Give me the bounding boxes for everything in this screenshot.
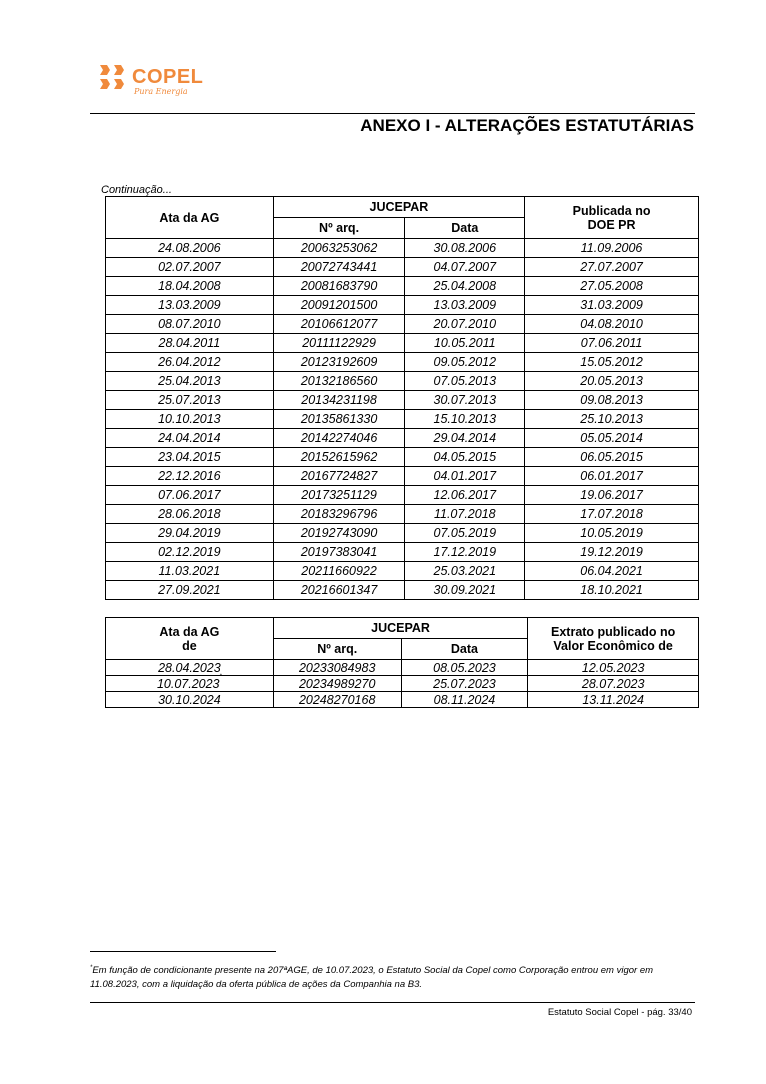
col-header-data: Data <box>401 639 528 660</box>
cell-publicacao-value: 28.07.2023 <box>581 676 645 691</box>
cell-ata-value: 02.12.2019 <box>158 545 221 559</box>
cell-data <box>405 486 525 505</box>
cell-arq <box>273 505 405 524</box>
cell-ata-value: 28.04.2011 <box>158 336 221 350</box>
table-row <box>106 505 699 524</box>
col-header-jucepar: JUCEPAR <box>273 197 524 218</box>
cell-arq-value: 20132186560 <box>300 374 378 388</box>
cell-arq-value: 20063253062 <box>300 241 378 255</box>
table-row <box>106 562 699 581</box>
table-row <box>106 315 699 334</box>
cell-ata <box>106 239 274 258</box>
cell-arq-value: 20072743441 <box>300 260 378 274</box>
col-header-arq: Nº arq. <box>273 218 405 239</box>
cell-arq <box>273 448 405 467</box>
cell-data-value: 25.07.2023 <box>433 676 496 691</box>
col-header-ata: Ata da AG <box>106 197 274 239</box>
table-row <box>106 391 699 410</box>
cell-ata <box>106 448 274 467</box>
cell-data <box>405 391 525 410</box>
cell-arq-value: 20134231198 <box>301 393 377 407</box>
cell-arq <box>273 239 405 258</box>
copel-logo <box>98 62 208 102</box>
cell-publicacao-value: 19.12.2019 <box>580 545 643 559</box>
cell-arq <box>273 277 405 296</box>
cell-ata <box>106 562 274 581</box>
table-row <box>106 692 699 708</box>
cell-arq <box>273 486 405 505</box>
table-row <box>106 486 699 505</box>
cell-arq-value: 20106612077 <box>300 317 378 331</box>
cell-publicacao-value: 31.03.2009 <box>580 298 643 312</box>
cell-data-value: 13.03.2009 <box>433 298 497 312</box>
cell-ata-value: 27.09.2021 <box>158 583 221 597</box>
cell-ata <box>106 543 274 562</box>
cell-data-value: 15.10.2013 <box>433 412 497 426</box>
cell-data-value: 04.07.2007 <box>433 260 497 274</box>
cell-publicacao <box>525 448 699 467</box>
cell-data-value: 17.12.2019 <box>433 545 497 559</box>
cell-arq <box>273 676 401 692</box>
table-row <box>106 429 699 448</box>
cell-ata-value: 24.08.2006 <box>158 241 221 255</box>
cell-publicacao <box>528 692 699 708</box>
cell-ata-value: 10.10.2013 <box>158 412 221 426</box>
cell-arq-value: 20192743090 <box>300 526 378 540</box>
col-header-ata: Ata da AG de <box>106 618 274 660</box>
cell-arq <box>273 315 405 334</box>
cell-data-value: 11.07.2018 <box>433 507 496 521</box>
col-header-jucepar: JUCEPAR <box>273 618 528 639</box>
cell-data <box>405 372 525 391</box>
cell-arq <box>273 660 401 676</box>
cell-data <box>405 239 525 258</box>
cell-data-value: 30.08.2006 <box>433 241 497 255</box>
cell-data <box>405 353 525 372</box>
footer-divider <box>90 1002 695 1003</box>
cell-publicacao <box>525 524 699 543</box>
cell-ata-value: 23.04.2015 <box>158 450 221 464</box>
cell-arq-value: 20233084983 <box>298 660 376 675</box>
cell-ata-value: 25.07.2013 <box>158 393 221 407</box>
cell-data-value: 20.07.2010 <box>433 317 497 331</box>
cell-ata <box>106 315 274 334</box>
cell-data-value: 25.04.2008 <box>433 279 497 293</box>
cell-arq <box>273 353 405 372</box>
cell-arq-value: 20248270168 <box>298 692 376 707</box>
table-row <box>106 676 699 692</box>
cell-arq <box>273 581 405 600</box>
cell-ata-value: 08.07.2010 <box>158 317 221 331</box>
cell-arq-value: 20216601347 <box>300 583 378 597</box>
cell-ata <box>106 692 274 708</box>
cell-ata-value: 28.06.2018 <box>158 507 221 521</box>
cell-ata <box>106 296 274 315</box>
amendments-table-doe <box>105 196 699 600</box>
cell-arq-value: 20142274046 <box>300 431 378 445</box>
cell-publicacao <box>525 562 699 581</box>
cell-data <box>405 562 525 581</box>
cell-data <box>405 467 525 486</box>
cell-data <box>405 581 525 600</box>
table-row <box>106 372 699 391</box>
cell-publicacao-value: 06.04.2021 <box>580 564 643 578</box>
cell-ata <box>106 410 274 429</box>
cell-publicacao-value: 09.08.2013 <box>580 393 643 407</box>
cell-ata-value: 10.07.2023 <box>156 676 220 691</box>
footnote-ref-mark: * <box>219 673 222 680</box>
cell-publicacao <box>525 334 699 353</box>
col-header-publicada: Publicada no DOE PR <box>525 197 699 239</box>
cell-data-value: 08.11.2024 <box>433 692 496 707</box>
cell-arq-value: 20234989270 <box>298 676 376 691</box>
amendments-table-valor <box>105 617 699 708</box>
cell-ata-value: 24.04.2014 <box>158 431 221 445</box>
cell-publicacao <box>525 353 699 372</box>
cell-data <box>405 315 525 334</box>
page-footer: Estatuto Social Copel - pág. 33/40 <box>547 1007 692 1018</box>
cell-publicacao <box>525 372 699 391</box>
cell-data <box>405 448 525 467</box>
cell-arq-value: 20135861330 <box>300 412 378 426</box>
cell-publicacao-value: 17.07.2018 <box>580 507 643 521</box>
table-row <box>106 239 699 258</box>
continuation-label: Continuação... <box>101 184 172 196</box>
cell-arq <box>273 692 401 708</box>
cell-ata <box>106 581 274 600</box>
cell-ata-value: 28.04.2023 <box>158 660 221 675</box>
cell-arq <box>273 410 405 429</box>
cell-publicacao-value: 27.05.2008 <box>580 279 643 293</box>
footnote-text: Em função de condicionante presente na 207ªAGE, de 10.07.2023, o Estatuto Social da Copel como Corporação entrou em vigor em 11.08.2023, com a liquidação da oferta pública de ações da Companhia na B3. <box>90 965 654 990</box>
table-row <box>106 410 699 429</box>
cell-ata-value: 02.07.2007 <box>158 260 221 274</box>
cell-ata <box>106 486 274 505</box>
header-divider <box>90 113 695 114</box>
cell-data-value: 30.07.2013 <box>433 393 497 407</box>
cell-arq-value: 20167724827 <box>300 469 378 483</box>
cell-ata <box>106 660 274 676</box>
cell-arq-value: 20173251129 <box>301 488 377 502</box>
cell-publicacao <box>525 429 699 448</box>
table-row <box>106 660 699 676</box>
cell-publicacao <box>528 676 699 692</box>
cell-publicacao <box>525 277 699 296</box>
cell-data-value: 29.04.2014 <box>433 431 497 445</box>
cell-publicacao <box>525 543 699 562</box>
cell-publicacao <box>525 315 699 334</box>
cell-arq-value: 20123192609 <box>300 355 378 369</box>
footnote-mark: * <box>90 965 93 971</box>
cell-arq <box>273 334 405 353</box>
cell-data <box>401 676 528 692</box>
table-row <box>106 296 699 315</box>
table-row <box>106 258 699 277</box>
cell-arq <box>273 391 405 410</box>
cell-data <box>405 429 525 448</box>
cell-arq-value: 20197383041 <box>300 545 378 559</box>
cell-arq <box>273 562 405 581</box>
cell-publicacao-value: 25.10.2013 <box>580 412 643 426</box>
cell-publicacao-value: 13.11.2024 <box>582 692 644 707</box>
table-row <box>106 524 699 543</box>
cell-arq <box>273 258 405 277</box>
cell-publicacao-value: 20.05.2013 <box>580 374 643 388</box>
footnote-divider <box>90 951 276 952</box>
cell-data-value: 04.05.2015 <box>433 450 497 464</box>
cell-ata <box>106 467 274 486</box>
cell-ata <box>106 372 274 391</box>
cell-arq <box>273 543 405 562</box>
cell-data <box>405 258 525 277</box>
cell-arq <box>273 296 405 315</box>
cell-ata <box>106 258 274 277</box>
cell-ata <box>106 391 274 410</box>
cell-publicacao <box>525 296 699 315</box>
cell-publicacao-value: 06.01.2017 <box>580 469 643 483</box>
cell-arq-value: 20211660922 <box>301 564 377 578</box>
cell-ata-value: 25.04.2013 <box>158 374 221 388</box>
col-header-extrato: Extrato publicado no Valor Econômico de <box>528 618 699 660</box>
cell-publicacao <box>525 486 699 505</box>
cell-ata <box>106 353 274 372</box>
cell-data-value: 25.03.2021 <box>433 564 497 578</box>
cell-publicacao-value: 11.09.2006 <box>580 241 643 255</box>
cell-arq <box>273 429 405 448</box>
logo-tagline: Pura Energia <box>134 87 188 96</box>
cell-publicacao-value: 06.05.2015 <box>580 450 643 464</box>
table-row <box>106 467 699 486</box>
cell-publicacao <box>525 410 699 429</box>
cell-ata-value: 07.06.2017 <box>158 488 221 502</box>
cell-publicacao <box>525 581 699 600</box>
cell-arq-value: 20091201500 <box>300 298 378 312</box>
col-header-data: Data <box>405 218 525 239</box>
logo-text: COPEL <box>132 66 204 88</box>
cell-ata-value: 13.03.2009 <box>158 298 221 312</box>
cell-publicacao-value: 07.06.2011 <box>580 336 643 350</box>
cell-publicacao <box>525 505 699 524</box>
cell-publicacao <box>525 239 699 258</box>
cell-arq-value: 20111122929 <box>302 336 376 350</box>
table-row <box>106 448 699 467</box>
cell-data-value: 10.05.2011 <box>433 336 496 350</box>
table-row <box>106 581 699 600</box>
table-row <box>106 353 699 372</box>
table-row <box>106 543 699 562</box>
table-row <box>106 334 699 353</box>
cell-data <box>405 334 525 353</box>
cell-data-value: 30.09.2021 <box>433 583 497 597</box>
cell-publicacao-value: 05.05.2014 <box>580 431 643 445</box>
cell-publicacao <box>525 391 699 410</box>
cell-data-value: 12.06.2017 <box>433 488 497 502</box>
cell-publicacao-value: 04.08.2010 <box>580 317 643 331</box>
cell-data <box>401 692 528 708</box>
cell-ata <box>106 334 274 353</box>
cell-arq <box>273 372 405 391</box>
cell-ata-value: 11.03.2021 <box>158 564 221 578</box>
col-header-arq: Nº arq. <box>273 639 401 660</box>
cell-data <box>405 410 525 429</box>
cell-data-value: 04.01.2017 <box>433 469 497 483</box>
cell-arq-value: 20152615962 <box>300 450 378 464</box>
copel-logo-icon <box>98 63 126 91</box>
cell-ata <box>106 429 274 448</box>
cell-arq-value: 20183296796 <box>300 507 378 521</box>
cell-data <box>401 660 528 676</box>
cell-data-value: 08.05.2023 <box>433 660 496 675</box>
table-row <box>106 277 699 296</box>
cell-ata-value: 18.04.2008 <box>158 279 221 293</box>
cell-arq <box>273 467 405 486</box>
cell-data <box>405 524 525 543</box>
cell-ata <box>106 673 274 692</box>
cell-ata <box>106 524 274 543</box>
cell-ata <box>106 277 274 296</box>
cell-data-value: 07.05.2019 <box>433 526 497 540</box>
cell-ata-value: 26.04.2012 <box>158 355 221 369</box>
cell-publicacao <box>528 660 699 676</box>
footnote <box>90 964 700 992</box>
cell-ata <box>106 505 274 524</box>
cell-data <box>405 505 525 524</box>
cell-publicacao <box>525 258 699 277</box>
cell-publicacao-value: 27.07.2007 <box>580 260 643 274</box>
cell-data <box>405 277 525 296</box>
cell-publicacao <box>525 467 699 486</box>
cell-arq-value: 20081683790 <box>300 279 378 293</box>
cell-data-value: 07.05.2013 <box>433 374 497 388</box>
cell-publicacao-value: 12.05.2023 <box>581 660 645 675</box>
cell-data <box>405 543 525 562</box>
cell-publicacao-value: 19.06.2017 <box>580 488 643 502</box>
cell-data-value: 09.05.2012 <box>433 355 497 369</box>
cell-publicacao-value: 18.10.2021 <box>580 583 643 597</box>
cell-ata-value: 22.12.2016 <box>158 469 221 483</box>
cell-arq <box>273 524 405 543</box>
cell-publicacao-value: 15.05.2012 <box>580 355 643 369</box>
page-title: ANEXO I - ALTERAÇÕES ESTATUTÁRIAS <box>360 116 694 135</box>
cell-publicacao-value: 10.05.2019 <box>580 526 643 540</box>
cell-ata-value: 29.04.2019 <box>158 526 221 540</box>
cell-data <box>405 296 525 315</box>
cell-ata-value: 30.10.2024 <box>158 692 221 707</box>
